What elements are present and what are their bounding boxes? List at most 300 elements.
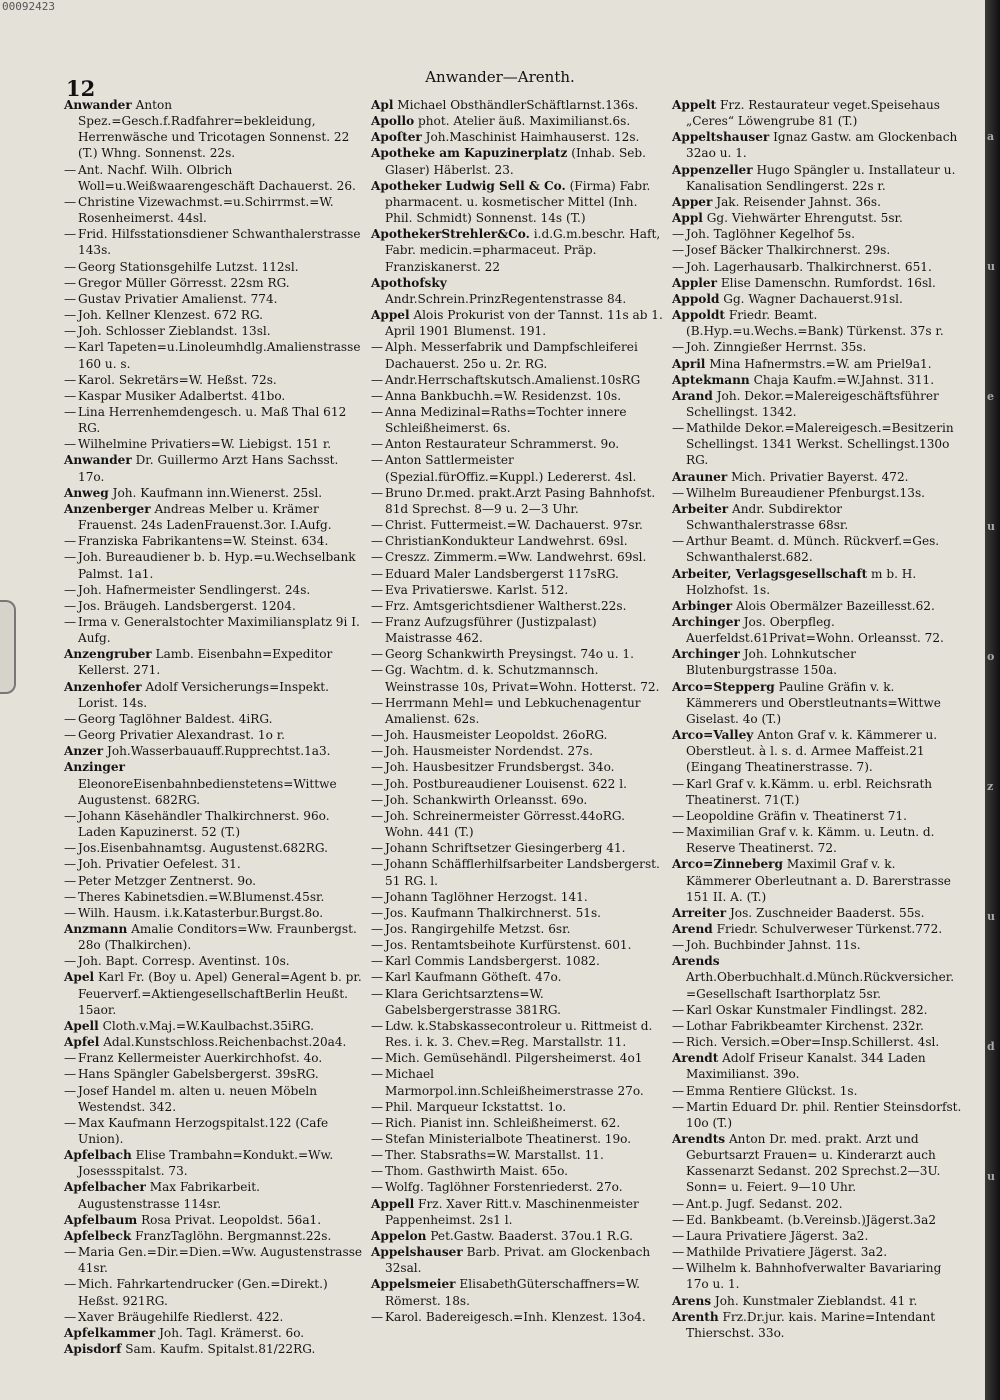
entry-details: Maximil Graf v. k. Kämmerer Oberleutnant a. D. Barerstrasse 151 II. A. (T.) bbox=[686, 857, 951, 904]
entry-details: Hans Spängler Gabelsbergerst. 39sRG. bbox=[78, 1067, 319, 1082]
continuation-dash: — bbox=[371, 485, 384, 500]
directory-entry bbox=[64, 485, 364, 501]
continuation-dash: — bbox=[672, 227, 685, 242]
continuation-dash: — bbox=[64, 194, 77, 209]
directory-entry bbox=[64, 921, 364, 953]
entry-details: Mathilde Dekor.=Malereigesch.=Besitzerin Schellingst. 1341 Werkst. Schellingst.130o RG. bbox=[686, 421, 954, 468]
continuation-dash: — bbox=[64, 324, 77, 339]
continuation-dash: — bbox=[371, 663, 384, 678]
entry-details: Franziska Fabrikantens=W. Steinst. 634. bbox=[78, 534, 329, 549]
entry-details: Max Kaufmann Herzogspitalst.122 (Cafe Union). bbox=[78, 1115, 329, 1146]
directory-entry bbox=[371, 808, 663, 840]
entry-details: Ed. Bankbeamt. (b.Vereinsb.)Jägerst.3a2 bbox=[686, 1212, 937, 1227]
continuation-dash: — bbox=[64, 340, 77, 355]
directory-entry bbox=[64, 259, 364, 275]
entry-surname: Arbeiter, Verlagsgesellschaft bbox=[672, 566, 868, 581]
directory-entry bbox=[371, 759, 663, 775]
entry-details: Frz. Amtsgerichtsdiener Waltherst.22s. bbox=[385, 598, 627, 613]
entry-surname: Appel bbox=[371, 308, 410, 323]
continuation-dash: — bbox=[672, 340, 685, 355]
entry-details: Elise Damenschn. Rumfordst. 16sl. bbox=[720, 275, 936, 290]
entry-surname: Apfelbach bbox=[64, 1148, 132, 1163]
directory-entry bbox=[64, 840, 364, 856]
directory-entry bbox=[371, 1131, 663, 1147]
entry-details: Maria Gen.=Dir.=Dien.=Ww. Augustenstrasse 41sr. bbox=[78, 1245, 363, 1276]
directory-entry bbox=[371, 1066, 663, 1098]
directory-entry bbox=[64, 598, 364, 614]
entry-details: Karl Graf v. k.Kämm. u. erbl. Reichsrath Theatinerst. 71(T.) bbox=[686, 776, 933, 807]
entry-details: Bruno Dr.med. prakt.Arzt Pasing Bahnhofst. 81d Sprechst. 8—9 u. 2—3 Uhr. bbox=[385, 485, 656, 516]
continuation-dash: — bbox=[64, 808, 77, 823]
entry-details: Franz Kellermeister Auerkirchhofst. 4o. bbox=[78, 1051, 323, 1066]
entry-details: Anton Sattlermeister (Spezial.fürOffiz.=Kuppl.) Ledererst. 4sl. bbox=[385, 453, 637, 484]
directory-entry bbox=[371, 743, 663, 759]
continuation-dash: — bbox=[371, 388, 384, 403]
entry-surname: Appold bbox=[672, 291, 720, 306]
directory-entry bbox=[672, 162, 964, 194]
entry-details: Frz. Xaver Ritt.v. Maschinenmeister Pappenheimst. 2s1 l. bbox=[385, 1196, 639, 1227]
entry-details: Joh. Hausmeister Leopoldst. 26oRG. bbox=[385, 728, 608, 743]
entry-details: Johann Käsehändler Thalkirchnerst. 96o. Laden Kapuzinerst. 52 (T.) bbox=[78, 808, 330, 840]
entry-details: Alph. Messerfabrik und Dampfschleiferei Dachauerst. 25o u. 2r. RG. bbox=[385, 340, 638, 371]
entry-surname: Appeltshauser bbox=[672, 130, 770, 145]
continuation-dash: — bbox=[64, 582, 77, 597]
entry-details: Joh.Maschinist Haimhauserst. 12s. bbox=[425, 130, 640, 145]
entry-details: Jos. Rangirgehilfe Metzst. 6sr. bbox=[385, 921, 571, 936]
directory-entry bbox=[371, 145, 663, 177]
entry-details: Joh. Tagl. Krämerst. 6o. bbox=[159, 1325, 305, 1340]
entry-details: phot. Atelier äuß. Maximilianst.6s. bbox=[418, 114, 631, 129]
directory-entry bbox=[371, 1309, 663, 1325]
directory-entry bbox=[64, 533, 364, 549]
directory-entry bbox=[371, 404, 663, 436]
directory-entry bbox=[371, 113, 663, 129]
directory-entry bbox=[371, 566, 663, 582]
entry-surname: Anzenberger bbox=[64, 501, 151, 516]
directory-entry bbox=[64, 549, 364, 581]
continuation-dash: — bbox=[64, 388, 77, 403]
scan-id: 00092423 bbox=[2, 0, 55, 13]
continuation-dash: — bbox=[371, 550, 384, 565]
continuation-dash: — bbox=[371, 1132, 384, 1146]
directory-entry bbox=[64, 808, 364, 840]
entry-surname: Arends bbox=[672, 954, 720, 969]
continuation-dash: — bbox=[64, 711, 77, 726]
directory-entry bbox=[64, 711, 364, 727]
directory-entry bbox=[371, 889, 663, 905]
entry-surname: Appl bbox=[672, 211, 703, 226]
entry-details: Anton Restaurateur Schrammerst. 9o. bbox=[385, 437, 620, 452]
entry-details: Pet.Gastw. Baaderst. 37ou.1 R.G. bbox=[430, 1228, 633, 1243]
directory-entry bbox=[64, 97, 364, 162]
continuation-dash: — bbox=[371, 1018, 384, 1033]
directory-entry bbox=[64, 1228, 364, 1244]
entry-surname: Apoſter bbox=[371, 130, 422, 145]
directory-entry bbox=[371, 1099, 663, 1115]
entry-details: Andr.Herrschaftskutsch.Amalienst.10sRG bbox=[385, 372, 641, 387]
directory-entry bbox=[672, 259, 964, 275]
entry-details: Ignaz Gastw. am Glockenbach 32ao u. 1. bbox=[686, 130, 958, 161]
continuation-dash: — bbox=[672, 1245, 685, 1260]
entry-surname: Anzer bbox=[64, 744, 104, 759]
continuation-dash: — bbox=[672, 534, 685, 549]
continuation-dash: — bbox=[672, 485, 685, 500]
column-2 bbox=[371, 97, 663, 1325]
continuation-dash: — bbox=[371, 453, 384, 468]
continuation-dash: — bbox=[371, 986, 384, 1001]
edge-letter: u bbox=[987, 910, 995, 923]
entry-details: Andreas Melber u. Krämer Frauenst. 24s LadenFrauenst.3or. I.Aufg. bbox=[78, 501, 332, 533]
entry-details: Johann Schriftsetzer Giesingerberg 41. bbox=[385, 841, 626, 856]
entry-details: Rosa Privat. Leopoldst. 56a1. bbox=[141, 1212, 322, 1227]
directory-entry bbox=[64, 1244, 364, 1276]
continuation-dash: — bbox=[64, 1277, 77, 1292]
directory-entry bbox=[672, 679, 964, 727]
directory-entry bbox=[371, 582, 663, 598]
entry-details: Frid. Hilfsstationsdiener Schwanthalerstrasse 143s. bbox=[78, 227, 361, 258]
column-1 bbox=[64, 97, 364, 1357]
entry-details: Leopoldine Gräfin v. Theatinerst 71. bbox=[686, 808, 908, 823]
directory-entry bbox=[672, 1034, 964, 1050]
directory-entry bbox=[371, 937, 663, 953]
entry-details: Andr. Subdirektor Schwanthalerstrasse 68sr. bbox=[686, 501, 849, 533]
continuation-dash: — bbox=[64, 1115, 77, 1130]
entry-details: Joh. Schreinermeister Görresst.44oRG. Wohn. 441 (T.) bbox=[385, 808, 625, 840]
directory-entry bbox=[371, 452, 663, 484]
directory-entry bbox=[371, 1050, 663, 1066]
entry-details: Kaspar Musiker Adalbertst. 41bo. bbox=[78, 388, 286, 403]
entry-details: Joh. Hafnermeister Sendlingerst. 24s. bbox=[78, 582, 311, 597]
edge-letter: u bbox=[987, 520, 995, 533]
directory-entry bbox=[371, 549, 663, 565]
entry-details: Joh. Bapt. Corresp. Aventinst. 10s. bbox=[78, 954, 290, 969]
entry-details: Stefan Ministerialbote Theatinerst. 19o. bbox=[385, 1132, 632, 1146]
entry-surname: Apotheker Ludwig Sell & Co. bbox=[371, 178, 566, 193]
directory-entry bbox=[64, 905, 364, 921]
directory-entry bbox=[371, 986, 663, 1018]
directory-entry bbox=[672, 210, 964, 226]
entry-details: Georg Privatier Alexandrast. 1o r. bbox=[78, 728, 285, 743]
entry-surname: Anzenhofer bbox=[64, 679, 142, 694]
entry-details: Laura Privatiere Jägerst. 3a2. bbox=[686, 1228, 869, 1243]
entry-details: Mich. Fahrkartendrucker (Gen.=Direkt.) Heßst. 921RG. bbox=[78, 1277, 328, 1308]
continuation-dash: — bbox=[371, 1148, 384, 1163]
entry-surname: Arco=Stepperg bbox=[672, 679, 775, 694]
continuation-dash: — bbox=[371, 437, 384, 452]
entry-surname: Appelon bbox=[371, 1228, 427, 1243]
entry-details: Jos. Rentamtsbeihote Kurfürstenst. 601. bbox=[385, 938, 632, 953]
directory-entry bbox=[64, 339, 364, 371]
entry-surname: Anweg bbox=[64, 485, 109, 500]
continuation-dash: — bbox=[672, 243, 685, 258]
entry-details: Joh. Zinngießer Herrnst. 35s. bbox=[686, 340, 867, 355]
entry-details: Adolf Friseur Kanalst. 344 Laden Maximilianst. 39o. bbox=[686, 1051, 926, 1082]
directory-entry bbox=[64, 969, 364, 1017]
entry-details: Mina Hafnermstrs.=W. am Priel9a1. bbox=[709, 356, 932, 371]
directory-entry bbox=[371, 776, 663, 792]
entry-details: Ther. Stabsraths=W. Marstallst. 11. bbox=[385, 1148, 604, 1163]
entry-details: Joh. Lohnkutscher Blutenburgstrasse 150a. bbox=[686, 647, 856, 678]
directory-entry bbox=[64, 291, 364, 307]
directory-entry bbox=[64, 743, 364, 759]
entry-details: Wilhelm Bureaudiener Pfenburgst.13s. bbox=[686, 485, 925, 500]
continuation-dash: — bbox=[371, 695, 384, 710]
entry-details: Sam. Kaufm. Spitalst.81/22RG. bbox=[125, 1342, 316, 1357]
entry-details: Franz Aufzugsführer (Justizpalast) Maistrasse 462. bbox=[385, 615, 597, 646]
continuation-dash: — bbox=[371, 889, 384, 904]
entry-surname: Arens bbox=[672, 1293, 712, 1308]
continuation-dash: — bbox=[371, 744, 384, 759]
entry-details: m b. H. Holzhofst. 1s. bbox=[686, 566, 917, 597]
entry-surname: Apfel bbox=[64, 1035, 100, 1050]
entry-details: Wilh. Hausm. i.k.Katasterbur.Burgst.8o. bbox=[78, 905, 324, 920]
directory-entry bbox=[371, 1228, 663, 1244]
directory-entry bbox=[672, 356, 964, 372]
directory-entry bbox=[672, 1196, 964, 1212]
directory-entry bbox=[64, 1212, 364, 1228]
continuation-dash: — bbox=[672, 1099, 685, 1114]
directory-entry bbox=[672, 420, 964, 468]
directory-entry bbox=[371, 275, 663, 307]
entry-details: Rich. Versich.=Ober=Insp.Schillerst. 4sl. bbox=[686, 1035, 940, 1050]
continuation-dash: — bbox=[672, 776, 685, 791]
directory-entry bbox=[371, 485, 663, 517]
entry-surname: Arenth bbox=[672, 1309, 719, 1324]
directory-entry bbox=[672, 1309, 964, 1341]
entry-surname: Arco=Valley bbox=[672, 728, 754, 743]
directory-entry bbox=[371, 1163, 663, 1179]
directory-entry bbox=[672, 937, 964, 953]
directory-entry bbox=[371, 1147, 663, 1163]
running-head: Anwander—Arenth. bbox=[425, 68, 575, 86]
directory-entry bbox=[371, 969, 663, 985]
entry-details: Max Fabrikarbeit. Augustenstrasse 114sr. bbox=[78, 1180, 260, 1211]
continuation-dash: — bbox=[371, 841, 384, 856]
entry-details: Lina Herrenhemdengesch. u. Maß Thal 612 RG. bbox=[78, 404, 347, 436]
entry-details: Joh. Postbureaudiener Louisenst. 622 l. bbox=[385, 776, 627, 791]
directory-entry bbox=[371, 1179, 663, 1195]
continuation-dash: — bbox=[64, 534, 77, 549]
entry-details: (Firma) Fabr. pharmacent. u. kosmetischer Mittel (Inh. Phil. Schmidt) Sonnenst. 14s (T.) bbox=[385, 178, 651, 226]
directory-entry bbox=[672, 1002, 964, 1018]
entry-details: Joh. Kellner Klenzest. 672 RG. bbox=[78, 308, 264, 323]
directory-entry bbox=[371, 388, 663, 404]
edge-letter: e bbox=[987, 390, 994, 403]
continuation-dash: — bbox=[672, 938, 685, 953]
directory-entry bbox=[672, 501, 964, 533]
directory-entry bbox=[672, 372, 964, 388]
continuation-dash: — bbox=[672, 421, 685, 436]
edge-letter: a bbox=[987, 130, 995, 143]
continuation-dash: — bbox=[672, 1035, 685, 1050]
directory-entry bbox=[64, 372, 364, 388]
continuation-dash: — bbox=[371, 1180, 384, 1195]
entry-surname: Apfelbaum bbox=[64, 1212, 138, 1227]
directory-entry bbox=[371, 646, 663, 662]
entry-details: Anton Spez.=Gesch.f.Radfahrer=bekleidung, Herrenwäsche und Tricotagen Sonnenst. 22 (T.) Whng. Sonnenst. 22s. bbox=[78, 98, 350, 161]
directory-entry bbox=[64, 1341, 364, 1357]
entry-details: Wolfg. Taglöhner Forstenriederst. 27o. bbox=[385, 1180, 623, 1195]
directory-entry bbox=[672, 921, 964, 937]
continuation-dash: — bbox=[371, 905, 384, 920]
entry-details: Alois Obermälzer Bazeillesst.62. bbox=[735, 598, 935, 613]
entry-details: Frz.Dr.jur. kais. Marine=Intendant Thierschst. 33o. bbox=[686, 1309, 936, 1340]
directory-entry bbox=[64, 323, 364, 339]
entry-details: Phil. Marqueur Ickstattst. 1o. bbox=[385, 1099, 567, 1114]
entry-details: Josef Bäcker Thalkirchnerst. 29s. bbox=[686, 243, 891, 258]
directory-entry bbox=[64, 1083, 364, 1115]
entry-details: Joh. Privatier Oefelest. 31. bbox=[78, 857, 241, 872]
entry-details: Rich. Pianist inn. Schleißheimerst. 62. bbox=[385, 1115, 621, 1130]
continuation-dash: — bbox=[672, 1083, 685, 1098]
directory-entry bbox=[371, 1115, 663, 1131]
entry-details: Michael Marmorpol.inn.Schleißheimerstrasse 27o. bbox=[385, 1067, 644, 1098]
continuation-dash: — bbox=[64, 404, 77, 419]
entry-details: Jak. Reisender Jahnst. 36s. bbox=[716, 194, 881, 209]
entry-details: Gg. Wachtm. d. k. Schutzmannsch. Weinstrasse 10s, Privat=Wohn. Hotterst. 72. bbox=[385, 663, 660, 694]
continuation-dash: — bbox=[64, 259, 77, 274]
entry-details: Adolf Versicherungs=Inspekt. Lorist. 14s. bbox=[78, 679, 329, 710]
continuation-dash: — bbox=[371, 921, 384, 936]
entry-surname: Apfelbeck bbox=[64, 1228, 132, 1243]
entry-details: Jos. Oberpfleg. Auerfeldst.61Privat=Wohn. Orleansst. 72. bbox=[686, 615, 944, 646]
edge-letter: u bbox=[987, 1170, 995, 1183]
entry-details: Christine Vizewachmst.=u.Schirrmst.=W. Rosenheimerst. 44sl. bbox=[78, 194, 334, 226]
directory-entry bbox=[672, 1050, 964, 1082]
directory-entry bbox=[64, 404, 364, 436]
edge-letter: u bbox=[987, 260, 995, 273]
continuation-dash: — bbox=[371, 808, 384, 823]
directory-entry bbox=[672, 307, 964, 339]
continuation-dash: — bbox=[64, 1309, 77, 1324]
continuation-dash: — bbox=[371, 566, 384, 581]
continuation-dash: — bbox=[64, 598, 77, 613]
entry-details: Jos. Bräugeh. Landsbergerst. 1204. bbox=[78, 598, 296, 613]
entry-details: Pauline Gräfin v. k. Kämmerers und Oberstleutnants=Wittwe Giselast. 4o (T.) bbox=[686, 679, 941, 726]
entry-details: Lamb. Eisenbahn=Expeditor Kellerst. 271. bbox=[78, 647, 333, 678]
directory-entry bbox=[672, 905, 964, 921]
entry-details: Joh. Dekor.=Malereigeschäftsführer Schellingst. 1342. bbox=[686, 388, 939, 419]
directory-entry bbox=[672, 1131, 964, 1196]
entry-surname: Aptekmann bbox=[672, 372, 750, 387]
entry-details: Martin Eduard Dr. phil. Rentier Steinsdorfst. 10o (T.) bbox=[686, 1099, 962, 1130]
entry-details: Joh. Hausbesitzer Frundsbergst. 34o. bbox=[385, 760, 615, 775]
directory-entry bbox=[64, 889, 364, 905]
entry-surname: Appler bbox=[672, 275, 717, 290]
edge-letter: o bbox=[987, 650, 995, 663]
continuation-dash: — bbox=[371, 1099, 384, 1114]
continuation-dash: — bbox=[672, 1002, 685, 1017]
continuation-dash: — bbox=[371, 1051, 384, 1066]
entry-details: Ant. Nachf. Wilh. Olbrich Woll=u.Weißwaarengeschäft Dachauerst. 26. bbox=[78, 162, 356, 193]
binding-tab-mark bbox=[0, 600, 16, 694]
entry-surname: Arbeiter bbox=[672, 501, 729, 516]
directory-entry bbox=[672, 97, 964, 129]
directory-entry bbox=[672, 291, 964, 307]
directory-entry bbox=[371, 1276, 663, 1308]
entry-surname: Arendts bbox=[672, 1132, 726, 1146]
directory-entry bbox=[672, 646, 964, 678]
continuation-dash: — bbox=[64, 615, 77, 629]
continuation-dash: — bbox=[371, 938, 384, 953]
directory-entry bbox=[371, 436, 663, 452]
directory-entry bbox=[64, 856, 364, 872]
entry-surname: Anzengruber bbox=[64, 647, 152, 662]
directory-entry bbox=[371, 226, 663, 274]
entry-details: Theres Kabinetsdien.=W.Blumenst.45sr. bbox=[78, 889, 325, 904]
directory-entry bbox=[64, 646, 364, 678]
edge-letter: d bbox=[987, 1040, 995, 1053]
directory-entry bbox=[371, 856, 663, 888]
entry-details: Barb. Privat. am Glockenbach 32sal. bbox=[385, 1245, 651, 1276]
directory-entry bbox=[64, 582, 364, 598]
continuation-dash: — bbox=[64, 550, 77, 565]
directory-entry bbox=[371, 97, 663, 113]
entry-details: Joh. Bureaudiener b. b. Hyp.=u.Wechselbank Palmst. 1a1. bbox=[78, 550, 356, 581]
directory-entry bbox=[64, 1034, 364, 1050]
entry-details: Amalie Conditors=Ww. Fraunbergst. 28o (Thalkirchen). bbox=[78, 921, 357, 953]
directory-entry bbox=[672, 1244, 964, 1260]
entry-details: Joh. Schlosser Zieblandst. 13sl. bbox=[78, 324, 271, 339]
directory-entry bbox=[672, 808, 964, 824]
directory-entry bbox=[371, 727, 663, 743]
directory-entry bbox=[672, 485, 964, 501]
entry-details: Jos. Zuschneider Baaderst. 55s. bbox=[729, 905, 925, 920]
entry-details: Thom. Gasthwirth Maist. 65o. bbox=[385, 1164, 569, 1179]
entry-details: Herrmann Mehl= und Lebkuchenagentur Amalienst. 62s. bbox=[385, 695, 641, 726]
entry-surname: ApothekerStrehler&Co. bbox=[371, 227, 530, 242]
continuation-dash: — bbox=[64, 1245, 77, 1260]
entry-surname: Arendt bbox=[672, 1051, 719, 1066]
entry-details: Creszz. Zimmerm.=Ww. Landwehrst. 69sl. bbox=[385, 550, 647, 565]
directory-entry bbox=[672, 1083, 964, 1099]
directory-entry bbox=[64, 679, 364, 711]
directory-entry bbox=[64, 759, 364, 807]
continuation-dash: — bbox=[371, 404, 384, 419]
continuation-dash: — bbox=[64, 1067, 77, 1082]
directory-entry bbox=[64, 1050, 364, 1066]
entry-details: Anton Dr. med. prakt. Arzt und Geburtsarzt Frauen= u. Kinderarzt auch Kassenarzt Sedanst. 202 Sprechst.2—3U. Sonn= u. Feiert. 9—10 Uhr. bbox=[686, 1132, 941, 1195]
entry-details: Joh. Schankwirth Orleansst. 69o. bbox=[385, 792, 588, 807]
entry-surname: Archinger bbox=[672, 615, 740, 629]
continuation-dash: — bbox=[371, 857, 384, 872]
directory-entry bbox=[64, 162, 364, 194]
directory-entry bbox=[64, 727, 364, 743]
entry-surname: Arand bbox=[672, 388, 713, 403]
edge-letter: z bbox=[987, 780, 994, 793]
directory-entry bbox=[672, 129, 964, 161]
directory-entry bbox=[672, 388, 964, 420]
continuation-dash: — bbox=[371, 518, 384, 533]
directory-entry bbox=[672, 856, 964, 904]
entry-details: Karl Fr. (Boy u. Apel) General=Agent b. pr. Feuerverf.=AktiengesellschaftBerlin Heußt. 15aor. bbox=[78, 970, 362, 1017]
entry-details: Anna Bankbuchh.=W. Residenzst. 10s. bbox=[385, 388, 622, 403]
entry-surname: Appell bbox=[371, 1196, 415, 1211]
directory-entry bbox=[64, 452, 364, 484]
entry-details: Friedr. Schulverweser Türkenst.772. bbox=[716, 921, 943, 936]
directory-entry bbox=[672, 776, 964, 808]
continuation-dash: — bbox=[371, 582, 384, 597]
directory-entry bbox=[64, 1018, 364, 1034]
directory-entry bbox=[64, 953, 364, 969]
directory-entry bbox=[371, 517, 663, 533]
entry-details: Joh. Taglöhner Kegelhof 5s. bbox=[686, 227, 855, 242]
directory-entry bbox=[672, 1293, 964, 1309]
directory-entry bbox=[64, 501, 364, 533]
continuation-dash: — bbox=[64, 873, 77, 888]
entry-surname: Apel bbox=[64, 970, 95, 985]
directory-entry bbox=[371, 372, 663, 388]
